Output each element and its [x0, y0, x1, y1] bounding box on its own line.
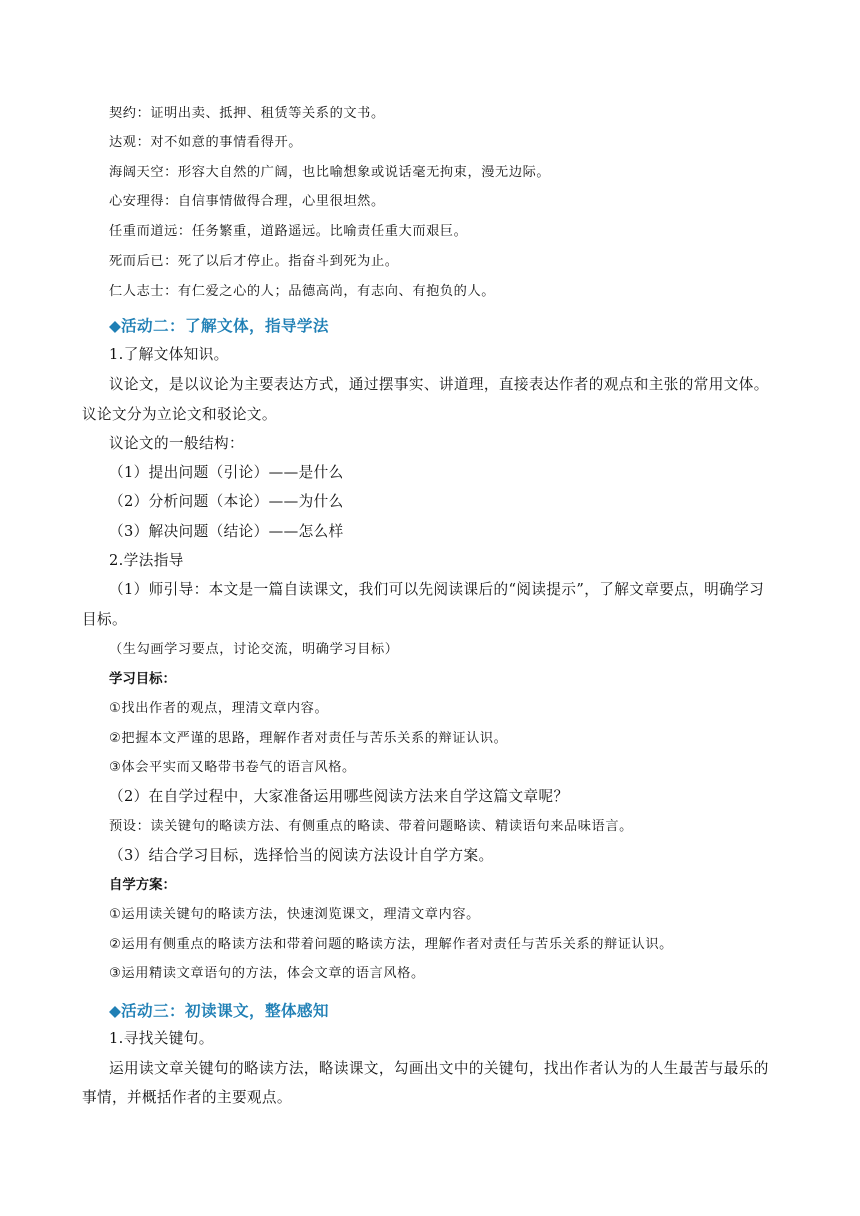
subsection-title: 1.了解文体知识。 [109, 346, 229, 363]
section-heading-text: 活动二：了解文体，指导学法 [121, 317, 329, 335]
plan-title: 自学方案： [109, 878, 176, 893]
section-heading-activity3 [109, 1001, 329, 1021]
note-line: （生勾画学习要点，讨论交流，明确学习目标） [109, 642, 399, 657]
plan-item: ③运用精读文章语句的方法，体会文章的语言风格。 [109, 966, 425, 981]
paragraph-line: 议论文的一般结构： [109, 435, 244, 452]
subsection-title: 2.学法指导 [109, 552, 184, 569]
goal-item: ①找出作者的观点，理清文章内容。 [109, 701, 329, 716]
plan-item: ①运用读关键句的略读方法，快速浏览课文，理清文章内容。 [109, 907, 480, 922]
vocab-line: 任重而道远：任务繁重，道路遥远。比喻责任重大而艰巨。 [109, 224, 468, 239]
diamond-icon: ◆ [109, 1002, 122, 1020]
section-heading-text: 活动三：初读课文，整体感知 [121, 1002, 329, 1020]
subsection-title: 1.寻找关键句。 [109, 1030, 214, 1047]
paragraph-line: 目标。 [82, 611, 127, 628]
plan-item: ②运用有侧重点的略读方法和带着问题的略读方法，理解作者对责任与苦乐关系的辩证认识。 [109, 937, 673, 952]
vocab-line: 海阔天空：形容大自然的广阔，也比喻想象或说话毫无拘束，漫无边际。 [109, 165, 551, 180]
paragraph-line: （1）师引导：本文是一篇自读课文，我们可以先阅读课后的“阅读提示”，了解文章要点，明确学习 [109, 581, 765, 598]
structure-item: （1）提出问题（引论）——是什么 [109, 464, 344, 481]
goal-item: ②把握本文严谨的思路，理解作者对责任与苦乐关系的辩证认识。 [109, 731, 508, 746]
goal-item: ③体会平实而又略带书卷气的语言风格。 [109, 760, 356, 775]
goals-title: 学习目标： [109, 672, 176, 687]
paragraph-line: 运用读文章关键句的略读方法，略读课文，勾画出文中的关键句，找出作者认为的人生最苦与最乐的 [109, 1060, 769, 1077]
paragraph-line: 议论文分为立论文和驳论文。 [82, 406, 277, 423]
preset-line: 预设：读关键句的略读方法、有侧重点的略读、带着问题略读、精读语句来品味语言。 [109, 819, 633, 834]
vocab-line: 心安理得：自信事情做得合理，心里很坦然。 [109, 194, 385, 209]
paragraph-line: （2）在自学过程中，大家准备运用哪些阅读方法来自学这篇文章呢？ [109, 788, 569, 805]
structure-item: （3）解决问题（结论）——怎么样 [109, 523, 344, 540]
vocab-line: 达观：对不如意的事情看得开。 [109, 135, 303, 150]
section-heading-activity2 [109, 316, 329, 336]
paragraph-line: 议论文，是以议论为主要表达方式，通过摆事实、讲道理，直接表达作者的观点和主张的常用文体。 [109, 376, 769, 393]
paragraph-line: 事情，并概括作者的主要观点。 [82, 1089, 292, 1106]
vocab-line: 契约：证明出卖、抵押、租赁等关系的文书。 [109, 106, 385, 121]
structure-item: （2）分析问题（本论）——为什么 [109, 493, 344, 510]
paragraph-line: （3）结合学习目标，选择恰当的阅读方法设计自学方案。 [109, 847, 494, 864]
diamond-icon: ◆ [109, 317, 122, 335]
vocab-line: 仁人志士：有仁爱之心的人；品德高尚，有志向、有抱负的人。 [109, 284, 496, 299]
vocab-line: 死而后已：死了以后才停止。指奋斗到死为止。 [109, 254, 399, 269]
